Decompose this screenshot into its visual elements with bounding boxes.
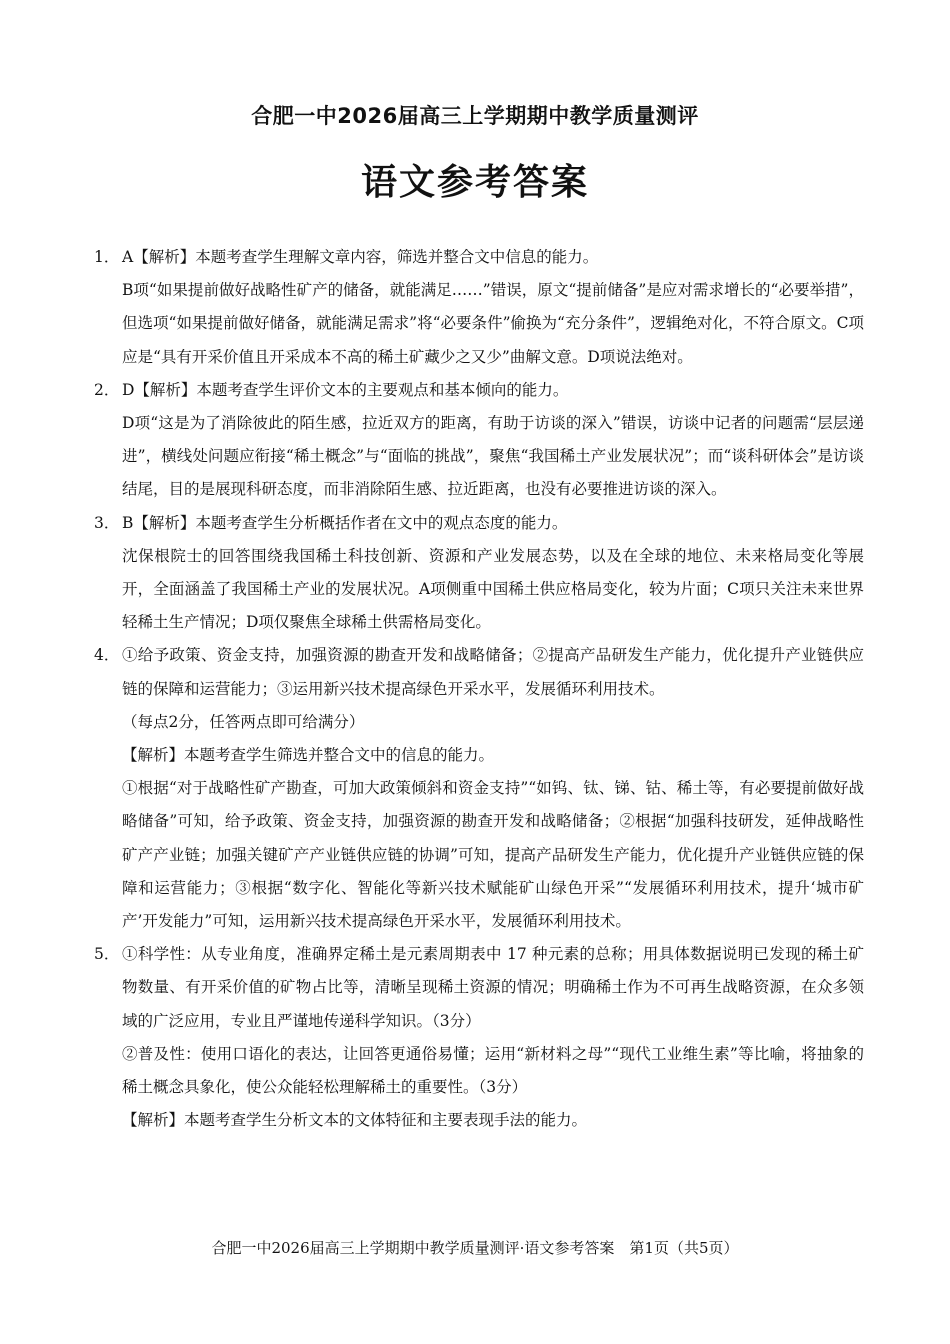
answer-summary: ①给予政策、资金支持，加强资源的勘查开发和战略储备；②提高产品研发生产能力，优化提升产业链供应链的保障和运营能力；③运用新兴技术提高绿色开采水平，发展循环利用技术。 [122, 646, 864, 698]
answer-item-5 [94, 938, 864, 1137]
analysis-label: 【解析】本题考查学生分析文本的文体特征和主要表现手法的能力。 [122, 1111, 588, 1130]
answer-list [94, 241, 864, 1137]
scoring-note: （每点2分，任答两点即可给满分） [122, 712, 365, 731]
question-number: 3． [94, 513, 120, 532]
analysis-label: 【解析】本题考查学生筛选并整合文中的信息的能力。 [122, 746, 495, 765]
page-footer: 合肥一中2026届高三上学期期中教学质量测评·语文参考答案 第1页（共5页） [211, 1239, 739, 1257]
answer-summary: A【解析】本题考查学生理解文章内容，筛选并整合文中信息的能力。 [122, 248, 599, 266]
question-number: 5． [94, 945, 120, 964]
exam-header: 合肥一中2026届高三上学期期中教学质量测评 [251, 104, 699, 128]
question-number: 2． [94, 380, 120, 399]
answer-summary: D【解析】本题考查学生评价文本的主要观点和基本倾向的能力。 [122, 380, 569, 399]
answer-item-1 [94, 241, 864, 374]
question-number: 4． [94, 646, 120, 665]
answer-paragraph: B项“如果提前做好战略性矿产的储备，就能满足……”错误，原文“提前储备”是应对需求增长的“必要举措”，但选项“如果提前做好储备，就能满足需求”将“必要条件”偷换为“充分条件”，逻辑绝对化，不符合原文。C项应是“具有开采价值且开采成本不高的稀土矿藏少之又少”曲解文意。D项说法绝对。 [122, 281, 864, 366]
answer-item-3 [94, 507, 864, 640]
answer-paragraph: ①根据“对于战略性矿产勘查，可加大政策倾斜和资金支持”“如钨、钛、锑、钴、稀土等，有必要提前做好战略储备”可知，给予政策、资金支持，加强资源的勘查开发和战略储备；②根据“加强科技研发，延伸战略性矿产产业链；加强关键矿产产业链供应链的协调”可知，提高产品研发生产能力，优化提升产业链供应链的保障和运营能力；③根据“数字化、智能化等新兴技术赋能矿山绿色开采”“发展循环利用技术，提升‘城市矿产’开发能力”可知，运用新兴技术提高绿色开采水平，发展循环利用技术。 [122, 779, 864, 931]
answer-paragraph: ②普及性：使用口语化的表达，让回答更通俗易懂；运用“新材料之母”“现代工业维生素”等比喻，将抽象的稀土概念具象化，使公众能轻松理解稀土的重要性。（3分） [122, 1044, 864, 1097]
question-number: 1． [94, 248, 120, 266]
answer-item-2 [94, 374, 864, 507]
answer-paragraph: D项“这是为了消除彼此的陌生感，拉近双方的距离，有助于访谈的深入”错误，访谈中记者的问题需“层层递进”，横线处问题应衔接“稀土概念”与“面临的挑战”，聚焦“我国稀土产业发展状况”；而“谈科研体会”是访谈结尾，目的是展现科研态度，而非消除陌生感、拉近距离，也没有必要推进访谈的深入。 [122, 414, 864, 499]
answer-paragraph: 沈保根院士的回答围绕我国稀土科技创新、资源和产业发展态势，以及在全球的地位、未来格局变化等展开，全面涵盖了我国稀土产业的发展状况。A项侧重中国稀土供应格局变化，较为片面；C项只关注未来世界轻稀土生产情况；D项仅聚焦全球稀土供需格局变化。 [122, 546, 864, 632]
page-title: 语文参考答案 [360, 161, 589, 203]
answer-summary: ①科学性：从专业角度，准确界定稀土是元素周期表中 17 种元素的总称；用具体数据说明已发现的稀土矿物数量、有开采价值的矿物占比等，清晰呈现稀土资源的情况；明确稀土作为不可再生战略资源，在众多领域的广泛应用，专业且严谨地传递科学知识。（3分） [122, 945, 864, 1030]
answer-summary: B【解析】本题考查学生分析概括作者在文中的观点态度的能力。 [122, 513, 568, 532]
answer-item-4 [94, 639, 864, 938]
